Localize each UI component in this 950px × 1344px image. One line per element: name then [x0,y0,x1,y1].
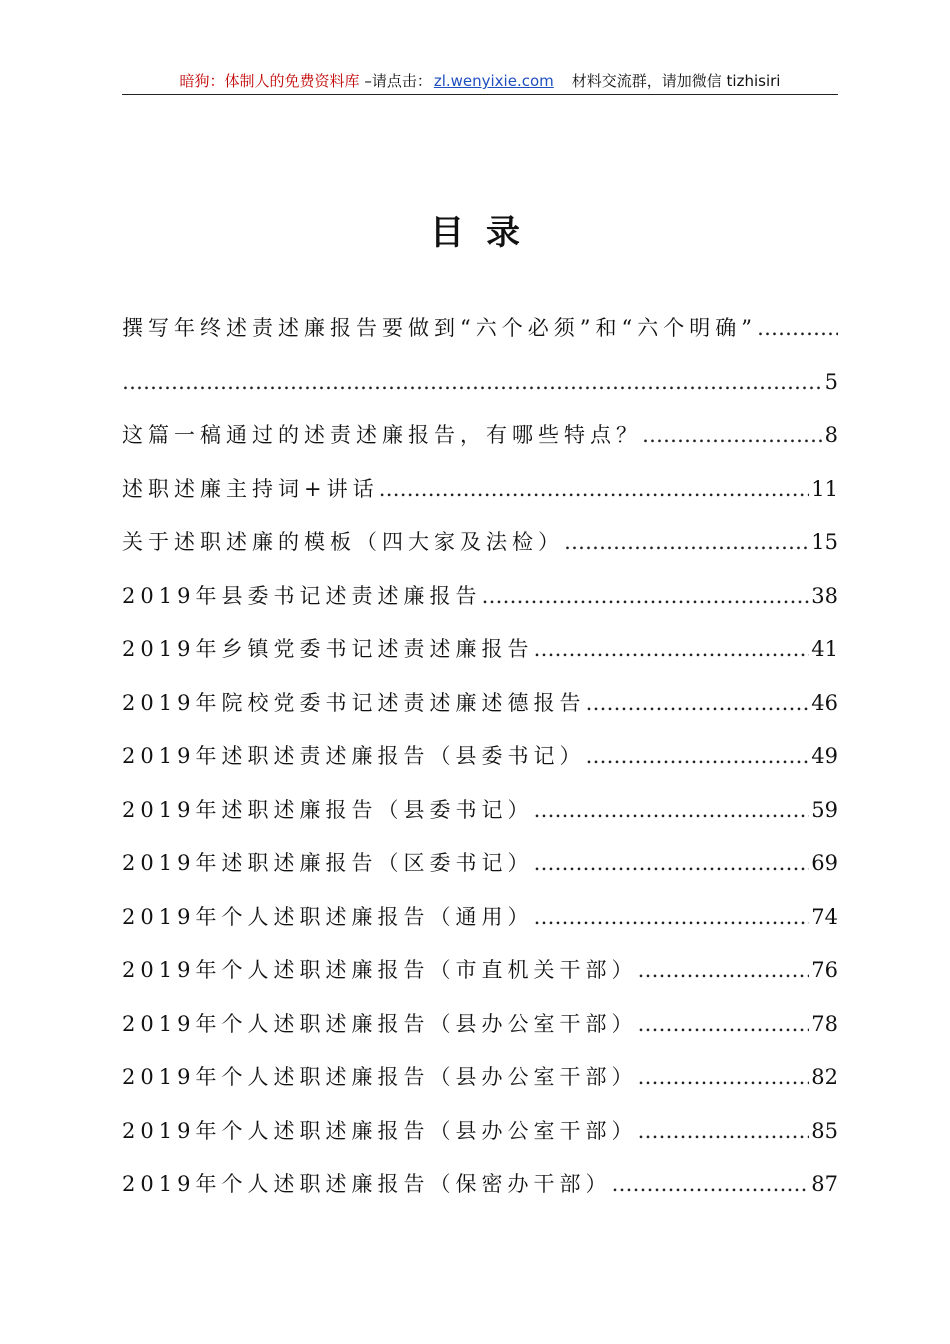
toc-entry[interactable] [122,409,838,463]
header-contact: 材料交流群，请加微信 tizhisiri [571,72,781,90]
page-title: 目录 [430,213,542,253]
toc-entry[interactable] [122,1105,838,1159]
toc-leader [481,570,809,624]
toc-entry[interactable] [122,944,838,998]
toc-leader [122,356,823,410]
toc-entry-page: 15 [811,530,838,554]
toc-leader [637,998,809,1052]
toc-entry-page: 11 [811,476,838,501]
page-header [122,70,838,95]
toc-entry-page: 69 [811,851,838,875]
toc-leader [379,463,810,517]
toc-entry[interactable] [122,516,838,570]
toc-entry-text: 关于述职述廉的模板（四大家及法检） [122,530,564,554]
toc-entry-page: 8 [824,423,838,447]
toc-entry-text: 这篇一稿通过的述责述廉报告，有哪些特点？ [122,423,642,447]
toc-leader [637,944,809,998]
toc-leader [585,730,809,784]
toc-entry-text: 2019年述职述廉报告（县委书记） [122,797,534,822]
toc-entry[interactable] [122,891,838,945]
toc-entry-page: 49 [811,744,838,768]
toc-leader [611,1158,809,1212]
toc-entry-page: 76 [811,958,838,982]
toc-entry[interactable] [122,623,838,677]
toc-leader [642,409,823,463]
toc-leader [585,677,809,731]
toc-entry[interactable] [122,730,838,784]
toc-entry-page: 59 [811,797,838,822]
toc-entry-text: 撰写年终述责述廉报告要做到“六个必须”和“六个明确” [122,316,757,340]
toc-leader [637,1105,809,1159]
toc-leader [533,784,809,838]
toc-entry-text: 2019年院校党委书记述责述廉述德报告 [122,690,586,715]
toc-entry[interactable] [122,570,838,624]
toc-entry-text: 2019年个人述职述廉报告（保密办干部） [122,1172,612,1196]
toc-entry-page: 78 [811,1011,838,1036]
toc-entry[interactable] [122,677,838,731]
toc-entry[interactable] [122,784,838,838]
toc-entry-page: 5 [824,369,838,394]
toc-entry[interactable] [122,463,838,517]
toc-entry-page: 74 [811,904,838,929]
toc-leader [533,623,809,677]
toc-leader [533,891,809,945]
toc-entry-text: 2019年个人述职述廉报告（市直机关干部） [122,958,638,982]
toc-entry-page: 46 [811,690,838,715]
header-link[interactable]: zl.wenyixie.com [433,72,554,90]
toc-leader [637,1051,809,1105]
toc-entry-page: 41 [811,637,838,661]
toc-entry-text: 2019年乡镇党委书记述责述廉报告 [122,637,534,661]
toc-entry-page: 38 [811,583,838,608]
header-prompt: –请点击： [359,72,432,90]
toc-entry-text: 2019年述职述责述廉报告（县委书记） [122,744,586,768]
toc-entry[interactable] [122,998,838,1052]
toc-leader [757,302,838,356]
toc-entry[interactable] [122,1158,838,1212]
toc-entry-text: 2019年县委书记述责述廉报告 [122,583,482,608]
toc-entry[interactable] [122,837,838,891]
toc-entry-page: 82 [811,1065,838,1089]
toc-entry-page: 85 [811,1118,838,1143]
toc-entry-text: 2019年个人述职述廉报告（通用） [122,904,534,929]
toc-leader [564,516,809,570]
toc-entry[interactable] [122,1051,838,1105]
toc-leader [533,837,809,891]
toc-entry-text: 述职述廉主持词+讲话 [122,476,379,501]
toc-entry[interactable] [122,302,838,409]
toc-entry-text: 2019年个人述职述廉报告（县办公室干部） [122,1118,638,1143]
header-brand: 暗狗：体制人的免费资料库 [179,72,360,90]
table-of-contents [122,302,838,1212]
toc-entry-text: 2019年个人述职述廉报告（县办公室干部） [122,1011,638,1036]
toc-entry-page: 87 [811,1172,838,1196]
toc-entry-text: 2019年述职述廉报告（区委书记） [122,851,534,875]
toc-entry-text: 2019年个人述职述廉报告（县办公室干部） [122,1065,638,1089]
